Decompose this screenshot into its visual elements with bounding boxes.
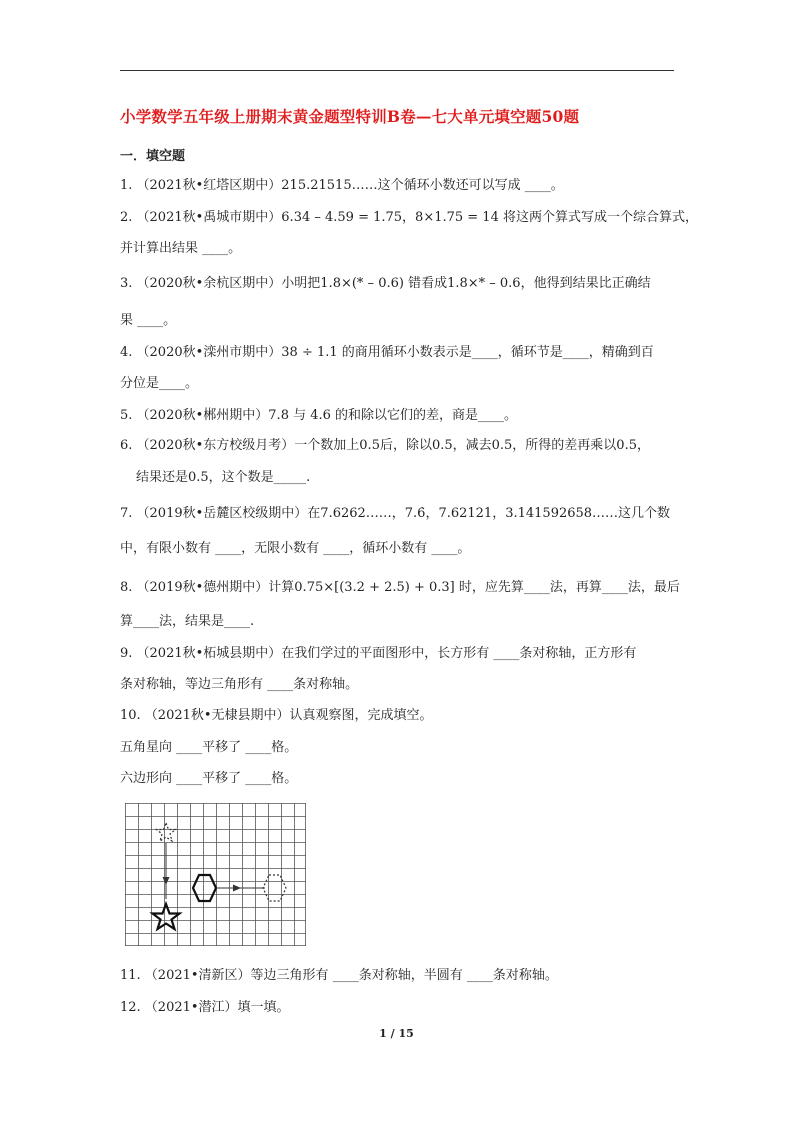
- question-4: 4. （2020秋•滦州市期中）38 ÷ 1.1 的商用循环小数表示是____，循环节是____，精确到百: [120, 345, 654, 360]
- question-2: 2. （2021秋•禹城市期中）6.34 – 4.59 = 1.75，8×1.75 = 14 将这两个算式写成一个综合算式，: [120, 210, 698, 225]
- question-3-cont: 果 ____。: [120, 313, 177, 328]
- hexagon-moved-dashed: [263, 875, 286, 901]
- section-heading: 一．填空题: [120, 149, 186, 164]
- question-9-cont: 条对称轴，等边三角形有 ____条对称轴。: [120, 677, 359, 692]
- question-10-star: 五角星向 ____平移了 ____格。: [120, 740, 298, 755]
- question-2-cont: 并计算出结果 ____。: [120, 241, 242, 256]
- question-6-cont: 结果还是0.5，这个数是_____.: [136, 470, 311, 485]
- question-8: 8. （2019秋•德州期中）计算0.75×[(3.2 + 2.5) + 0.3] 时，应先算____法，再算____法，最后: [120, 580, 680, 595]
- question-7: 7. （2019秋•岳麓区校级期中）在7.6262……，7.6̇，7.62121，3.141592658……这几个数: [120, 506, 671, 521]
- star-original-dashed: [157, 823, 176, 841]
- question-11: 11. （2021•清新区）等边三角形有 ____条对称轴，半圆有 ____条对称轴。: [120, 968, 558, 983]
- question-10-hexagon: 六边形向 ____平移了 ____格。: [120, 771, 298, 786]
- question-9: 9. （2021秋•柘城县期中）在我们学过的平面图形中，长方形有 ____条对称轴，正方形有: [120, 646, 637, 661]
- question-5: 5. （2020秋•郴州期中）7.8 与 4.6 的和除以它们的差，商是____。: [120, 408, 518, 423]
- translation-grid-figure: [125, 803, 306, 946]
- header-rule: [120, 70, 674, 71]
- star-arrow-head: [163, 877, 170, 885]
- question-6: 6. （2020秋•东方校级月考）一个数加上0.5后，除以0.5，减去0.5，所得的差再乘以0.5，: [120, 438, 650, 453]
- question-12: 12. （2021•潜江）填一填。: [120, 1000, 290, 1015]
- page-title: 小学数学五年级上册期末黄金题型特训B卷—七大单元填空题50题: [120, 107, 580, 126]
- hexagon-original: [193, 875, 216, 901]
- question-7-cont: 中，有限小数有 ____，无限小数有 ____，循环小数有 ____。: [120, 541, 471, 556]
- hexagon-arrow-head: [233, 885, 241, 892]
- question-1: 1. （2021秋•红塔区期中）215.21515……这个循环小数还可以写成 ____。: [120, 178, 564, 193]
- question-3: 3. （2020秋•余杭区期中）小明把1.8×(* – 0.6) 错看成1.8×* – 0.6，他得到结果比正确结: [120, 276, 651, 291]
- question-8-cont: 算____法，结果是____.: [120, 614, 255, 629]
- page-number: 1 / 15: [379, 1027, 414, 1040]
- question-4-cont: 分位是____。: [120, 376, 199, 391]
- question-10: 10. （2021秋•无棣县期中）认真观察图，完成填空。: [120, 708, 433, 723]
